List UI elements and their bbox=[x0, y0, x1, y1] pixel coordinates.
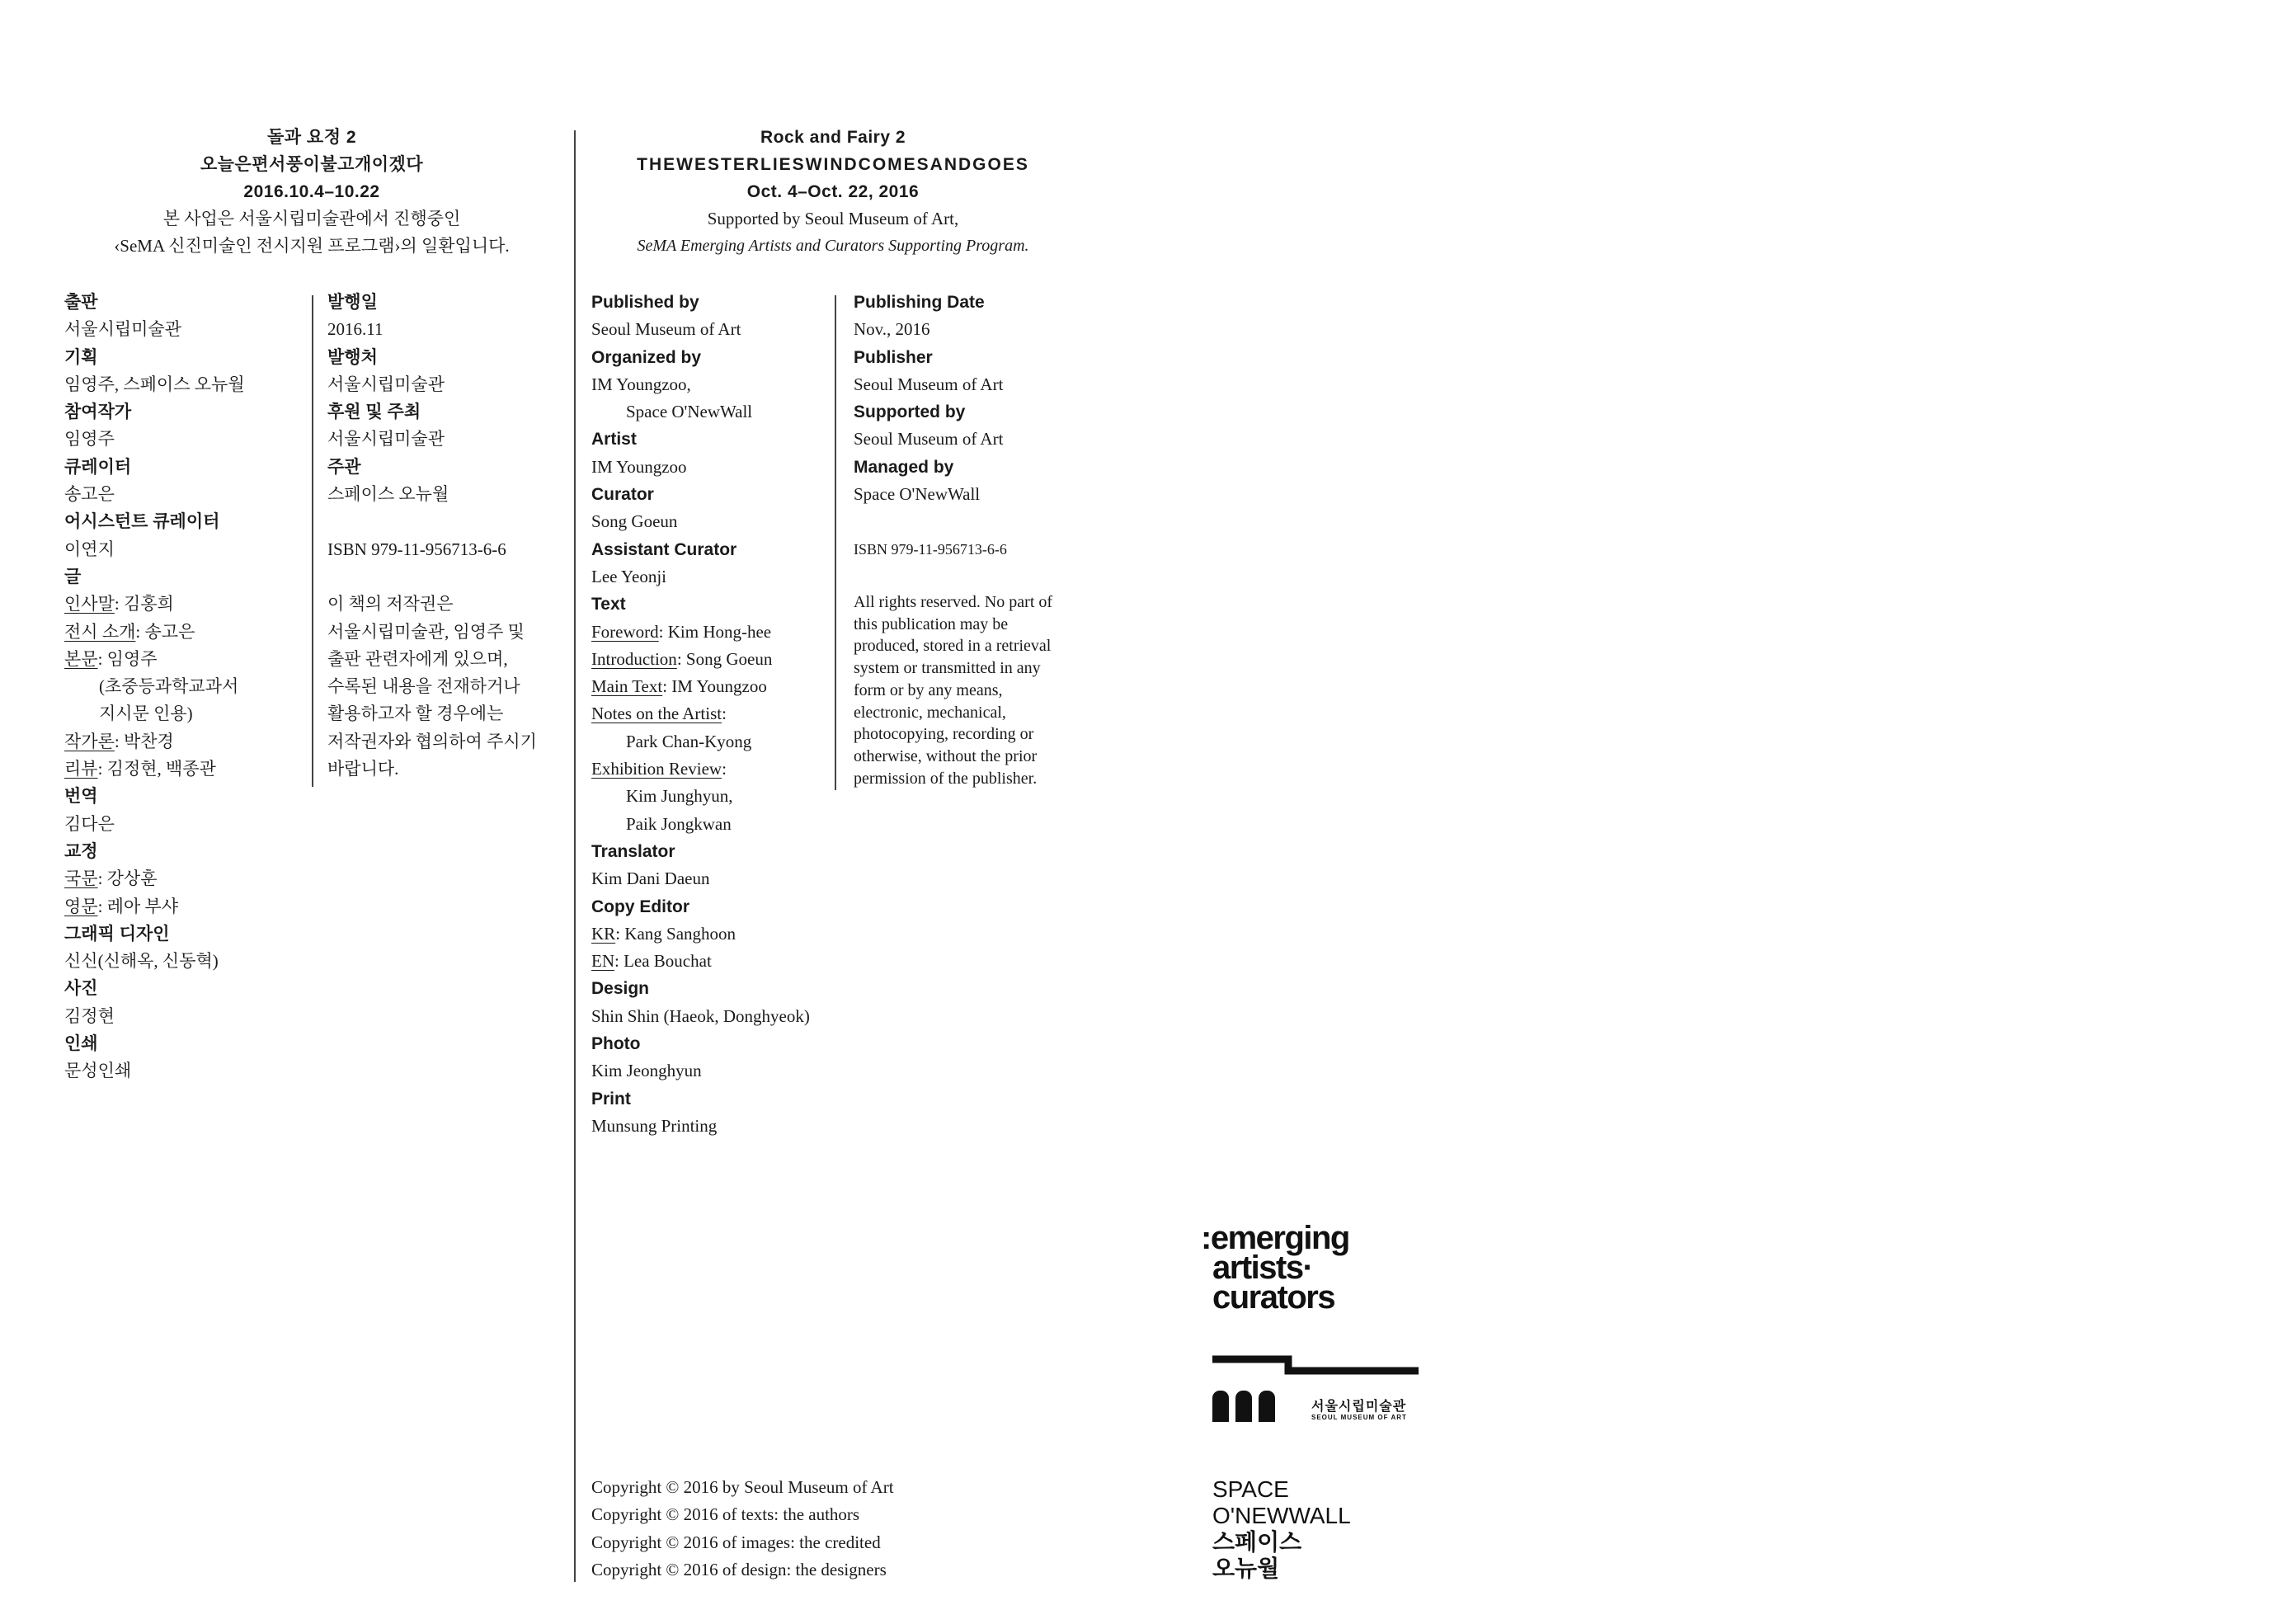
kr-rights-line: 수록된 내용을 전재하거나 bbox=[327, 676, 520, 697]
en-organized-label: Organized by bbox=[591, 347, 702, 367]
copyright-line: Copyright © 2016 of images: the credited bbox=[591, 1532, 881, 1552]
en-rights-line: All rights reserved. No part of bbox=[854, 593, 1053, 611]
sema-korean-name: 서울시립미술관 bbox=[1311, 1400, 1407, 1414]
space-onewwall-logo bbox=[1212, 1476, 1351, 1582]
kr-print-label: 인쇄 bbox=[64, 1034, 98, 1054]
en-isbn: ISBN 979-11-956713-6-6 bbox=[854, 540, 1007, 558]
kr-manage-label: 주관 bbox=[327, 457, 361, 477]
logo-line: artists· bbox=[1212, 1250, 1313, 1286]
en-curator-value: Song Goeun bbox=[591, 511, 678, 532]
en-rights-paragraph bbox=[854, 591, 1093, 789]
kr-publisher-value: 서울시립미술관 bbox=[327, 374, 445, 394]
kr-proof-item: 영문: 레아 부샤 bbox=[64, 896, 179, 916]
en-rights-line: form or by any means, bbox=[854, 680, 1003, 699]
kr-date-label: 발행일 bbox=[327, 293, 378, 312]
en-text-name: Park Chan-Kyong bbox=[626, 731, 752, 751]
kr-proof-item: 국문: 강상훈 bbox=[64, 868, 158, 889]
en-text-label: Text bbox=[591, 595, 626, 614]
logo-line: :emerging bbox=[1201, 1220, 1349, 1256]
kr-rights-line: 바랍니다. bbox=[327, 759, 399, 779]
en-managed-value: Space O'NewWall bbox=[854, 484, 981, 505]
en-date-value: Nov., 2016 bbox=[854, 319, 930, 340]
sema-logo bbox=[1212, 1353, 1427, 1427]
kr-artist-label: 참여작가 bbox=[64, 402, 132, 422]
en-copyeditor-item: EN: Lea Bouchat bbox=[591, 951, 712, 972]
en-photo-value: Kim Jeonghyun bbox=[591, 1061, 702, 1081]
kr-date-value: 2016.11 bbox=[327, 319, 384, 340]
kr-manage-value: 스페이스 오뉴월 bbox=[327, 484, 449, 505]
kr-text-item: 본문: 임영주 bbox=[64, 648, 158, 669]
kr-credits-column bbox=[64, 289, 312, 1085]
kr-column-divider bbox=[312, 295, 313, 787]
en-publication-column bbox=[854, 289, 1093, 578]
en-translator-value: Kim Dani Daeun bbox=[591, 868, 710, 889]
sema-english-name: SEOUL MUSEUM OF ART bbox=[1311, 1414, 1407, 1421]
en-text-item: Notes on the Artist: bbox=[591, 704, 727, 724]
en-text-item: Main Text: IM Youngzoo bbox=[591, 676, 767, 697]
en-text-item: Foreword: Kim Hong-hee bbox=[591, 621, 772, 642]
en-credits-column bbox=[591, 289, 839, 1140]
en-supported-label: Supported by bbox=[854, 402, 966, 422]
en-rights-line: otherwise, without the prior bbox=[854, 746, 1038, 765]
en-support-line2: SeMA Emerging Artists and Curators Supporting Program. bbox=[637, 237, 1029, 255]
en-artist-label: Artist bbox=[591, 430, 637, 450]
en-rights-line: system or transmitted in any bbox=[854, 659, 1041, 678]
logo-line: 오뉴월 bbox=[1212, 1556, 1280, 1581]
en-curator-label: Curator bbox=[591, 485, 654, 505]
en-photo-label: Photo bbox=[591, 1034, 641, 1054]
en-copyeditor-label: Copy Editor bbox=[591, 897, 689, 916]
logo-line: O'NEWWALL bbox=[1212, 1503, 1351, 1528]
kr-text-item: 리뷰: 김정현, 백종관 bbox=[64, 759, 216, 779]
kr-header bbox=[64, 124, 559, 260]
en-text-item: Exhibition Review: bbox=[591, 759, 727, 779]
kr-subtitle: 오늘은편서풍이불고개이겠다 bbox=[200, 155, 424, 174]
kr-support-line1: 본 사업은 서울시립미술관에서 진행중인 bbox=[162, 209, 461, 228]
en-rights-line: produced, stored in a retrieval bbox=[854, 637, 1052, 656]
kr-rights-line: 서울시립미술관, 임영주 및 bbox=[327, 621, 525, 642]
kr-artist-value: 임영주 bbox=[64, 429, 115, 450]
en-header bbox=[586, 124, 1080, 260]
en-design-label: Design bbox=[591, 979, 650, 999]
emerging-artists-curators-logo bbox=[1201, 1220, 1349, 1316]
kr-rights-line: 활용하고자 할 경우에는 bbox=[327, 704, 504, 724]
en-published-label: Published by bbox=[591, 293, 699, 312]
kr-publish-label: 출판 bbox=[64, 293, 98, 312]
kr-print-value: 문성인쇄 bbox=[64, 1061, 132, 1081]
kr-text-item: 작가론: 박찬경 bbox=[64, 731, 174, 751]
kr-publish-value: 서울시립미술관 bbox=[64, 319, 182, 340]
kr-translation-label: 번역 bbox=[64, 787, 98, 807]
en-design-value: Shin Shin (Haeok, Donghyeok) bbox=[591, 1005, 810, 1026]
en-supported-value: Seoul Museum of Art bbox=[854, 429, 1004, 450]
en-rights-line: permission of the publisher. bbox=[854, 769, 1038, 788]
kr-rights-line: 출판 관련자에게 있으며, bbox=[327, 648, 508, 669]
en-assistant-value: Lee Yeonji bbox=[591, 566, 666, 586]
en-print-value: Munsung Printing bbox=[591, 1115, 718, 1136]
kr-planning-label: 기획 bbox=[64, 347, 98, 367]
kr-text-item: 전시 소개: 송고은 bbox=[64, 621, 195, 642]
kr-sponsor-value: 서울시립미술관 bbox=[327, 429, 445, 450]
copyright-line: Copyright © 2016 of design: the designers bbox=[591, 1559, 887, 1579]
kr-sponsor-label: 후원 및 주최 bbox=[327, 402, 421, 422]
kr-text-note: 지시문 인용) bbox=[99, 704, 193, 724]
copyright-block bbox=[591, 1474, 1053, 1584]
en-translator-label: Translator bbox=[591, 841, 675, 861]
en-organized-value: IM Youngzoo, bbox=[591, 374, 691, 394]
kr-photo-label: 사진 bbox=[64, 979, 98, 999]
en-date-label: Publishing Date bbox=[854, 293, 985, 312]
logo-line: SPACE bbox=[1212, 1476, 1289, 1502]
language-divider bbox=[574, 130, 576, 1582]
en-artist-value: IM Youngzoo bbox=[591, 456, 687, 477]
kr-rights-line: 저작권자와 협의하여 주시기 bbox=[327, 731, 537, 751]
logo-line: curators bbox=[1212, 1279, 1335, 1316]
kr-isbn: ISBN 979-11-956713-6-6 bbox=[327, 539, 506, 559]
en-organized-value: Space O'NewWall bbox=[626, 402, 753, 422]
en-publisher-value: Seoul Museum of Art bbox=[854, 374, 1004, 394]
copyright-line: Copyright © 2016 by Seoul Museum of Art bbox=[591, 1477, 894, 1497]
kr-design-value: 신신(신해옥, 신동혁) bbox=[64, 951, 219, 972]
kr-publication-column bbox=[327, 289, 567, 783]
kr-rights-line: 이 책의 저작권은 bbox=[327, 594, 454, 614]
kr-text-label: 글 bbox=[64, 567, 82, 586]
en-print-label: Print bbox=[591, 1089, 631, 1109]
en-title: Rock and Fairy 2 bbox=[760, 128, 906, 147]
en-rights-line: photocopying, recording or bbox=[854, 725, 1034, 744]
en-column-divider bbox=[835, 295, 836, 790]
logo-line: 스페이스 bbox=[1212, 1529, 1302, 1555]
en-copyeditor-item: KR: Kang Sanghoon bbox=[591, 923, 736, 944]
kr-text-note: (초중등과학교과서 bbox=[99, 676, 239, 697]
en-text-item: Introduction: Song Goeun bbox=[591, 648, 773, 669]
kr-curator-value: 송고은 bbox=[64, 484, 115, 505]
kr-support-line2: ‹SeMA 신진미술인 전시지원 프로그램›의 일환입니다. bbox=[114, 236, 510, 256]
en-publisher-label: Publisher bbox=[854, 347, 933, 367]
kr-translation-value: 김다은 bbox=[64, 813, 115, 834]
kr-text-item: 인사말: 김홍희 bbox=[64, 594, 174, 614]
kr-photo-value: 김정현 bbox=[64, 1005, 115, 1026]
en-assistant-label: Assistant Curator bbox=[591, 539, 737, 559]
en-managed-label: Managed by bbox=[854, 457, 954, 477]
en-rights-line: this publication may be bbox=[854, 614, 1009, 633]
kr-assistant-label: 어시스턴트 큐레이터 bbox=[64, 512, 220, 532]
kr-title: 돌과 요정 2 bbox=[267, 128, 356, 147]
kr-publisher-label: 발행처 bbox=[327, 347, 378, 367]
copyright-line: Copyright © 2016 of texts: the authors bbox=[591, 1504, 860, 1525]
kr-planning-value: 임영주, 스페이스 오뉴월 bbox=[64, 374, 245, 394]
en-support-line1: Supported by Seoul Museum of Art, bbox=[707, 209, 959, 228]
en-published-value: Seoul Museum of Art bbox=[591, 319, 741, 340]
kr-dates: 2016.10.4–10.22 bbox=[243, 182, 380, 201]
kr-proof-label: 교정 bbox=[64, 841, 98, 861]
en-subtitle: THEWESTERLIESWINDCOMESANDGOES bbox=[637, 155, 1029, 174]
en-text-name: Kim Junghyun, bbox=[626, 786, 733, 807]
en-dates: Oct. 4–Oct. 22, 2016 bbox=[746, 182, 920, 201]
kr-curator-label: 큐레이터 bbox=[64, 457, 132, 477]
en-text-name: Paik Jongkwan bbox=[626, 813, 732, 834]
kr-assistant-value: 이연지 bbox=[64, 539, 115, 559]
kr-design-label: 그래픽 디자인 bbox=[64, 924, 170, 944]
en-rights-line: electronic, mechanical, bbox=[854, 703, 1006, 722]
